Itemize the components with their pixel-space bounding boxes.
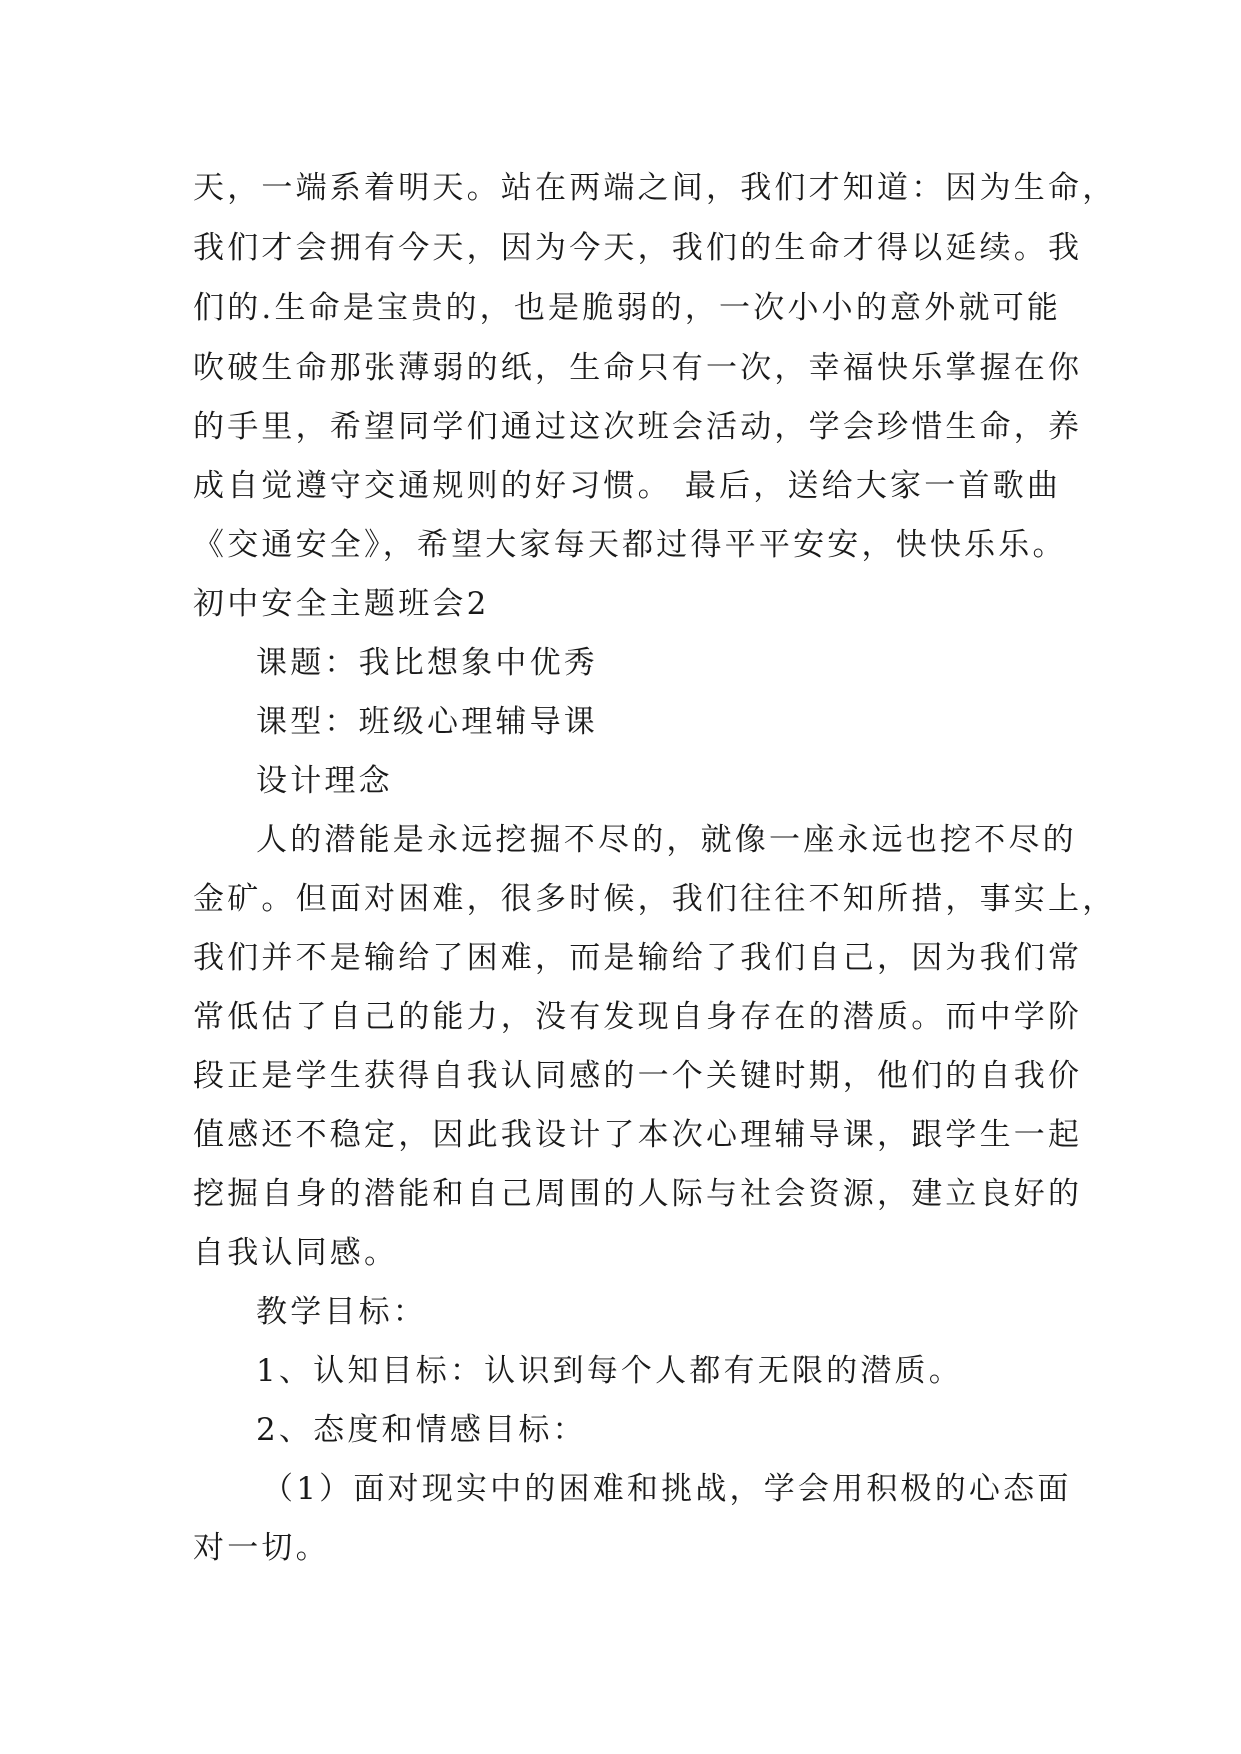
text-line: 对一切。 xyxy=(193,1530,330,1566)
text-line: 金矿。但面对困难，很多时候，我们往往不知所措，事实上， xyxy=(193,881,1117,917)
text-line: 天，一端系着明天。站在两端之间，我们才知道：因为生命， xyxy=(193,170,1117,206)
text-line: 我们才会拥有今天，因为今天，我们的生命才得以延续。我 xyxy=(193,230,1083,266)
text-line: 自我认同感。 xyxy=(193,1235,399,1271)
text-line: 成自觉遵守交通规则的好习惯。 最后，送给大家一首歌曲 xyxy=(193,468,1062,504)
teaching-goals-heading: 教学目标： xyxy=(256,1294,427,1330)
text-line: 吹破生命那张薄弱的纸，生命只有一次，幸福快乐掌握在你 xyxy=(193,350,1083,386)
text-line: 我们并不是输给了困难，而是输给了我们自己，因为我们常 xyxy=(193,940,1083,976)
text-line: 常低估了自己的能力，没有发现自身存在的潜质。而中学阶 xyxy=(193,999,1083,1035)
text-line: 值感还不稳定，因此我设计了本次心理辅导课，跟学生一起 xyxy=(193,1117,1083,1153)
text-line: 《交通安全》，希望大家每天都过得平平安安，快快乐乐。 xyxy=(193,527,1067,563)
goal-item: 2、态度和情感目标： xyxy=(256,1412,587,1448)
section-heading: 初中安全主题班会2 xyxy=(193,586,490,622)
goal-item: 1、认知目标：认识到每个人都有无限的潜质。 xyxy=(256,1353,963,1389)
lesson-topic: 课题：我比想象中优秀 xyxy=(256,645,598,681)
text-line: 的手里，希望同学们通过这次班会活动，学会珍惜生命，养 xyxy=(193,409,1083,445)
sub-goal-item: （1）面对现实中的困难和挑战，学会用积极的心态面 xyxy=(262,1471,1072,1507)
text-line: 们的.生命是宝贵的，也是脆弱的，一次小小的意外就可能 xyxy=(193,290,1062,326)
text-line: 挖掘自身的潜能和自己周围的人际与社会资源，建立良好的 xyxy=(193,1176,1083,1212)
lesson-type: 课型：班级心理辅导课 xyxy=(256,704,598,740)
text-line: 段正是学生获得自我认同感的一个关键时期，他们的自我价 xyxy=(193,1058,1083,1094)
text-line: 人的潜能是永远挖掘不尽的，就像一座永远也挖不尽的 xyxy=(256,822,1077,858)
design-concept-heading: 设计理念 xyxy=(256,763,393,799)
